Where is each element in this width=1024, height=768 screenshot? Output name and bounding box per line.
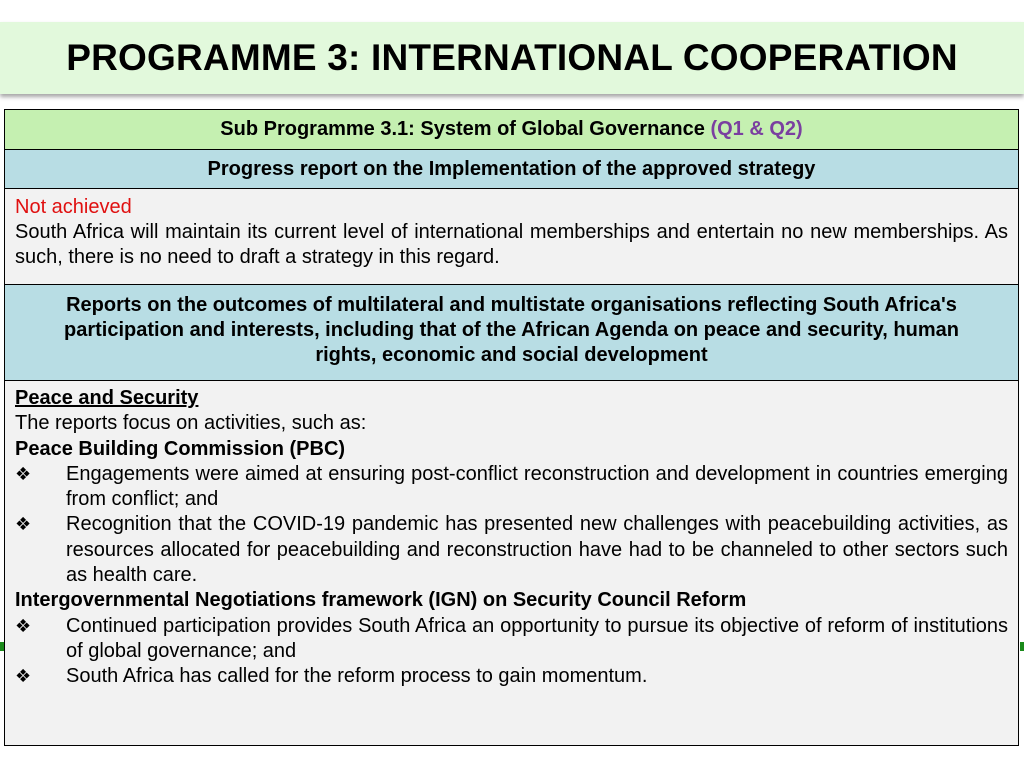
diamond-bullet-icon: ❖ (15, 463, 32, 484)
diamond-bullet-icon: ❖ (15, 666, 32, 687)
diamond-bullet-icon: ❖ (15, 514, 32, 535)
list-item (15, 614, 1008, 665)
sub-programme-row (5, 110, 1018, 150)
bullet-text: Continued participation provides South Africa an opportunity to pursue its objective of reform of institutions of global governance; and (66, 614, 1008, 662)
right-green-mark (1020, 642, 1024, 651)
list-item (15, 664, 1008, 689)
bullet-text: Recognition that the COVID-19 pandemic has presented new challenges with peacebuilding activities, as resources allocated for peacebuilding and reconstruction have had to be channeled to other sectors such as health care. (66, 513, 1008, 587)
sub-programme-label: Sub Programme 3.1: System of Global Governance (220, 118, 705, 140)
body-row (5, 381, 1018, 690)
intro-text: The reports focus on activities, such as: (15, 412, 367, 435)
sub-programme-quarters: (Q1 & Q2) (710, 118, 803, 140)
reports-header-row (5, 285, 1018, 381)
bullet-text: South Africa has called for the reform process to gain momentum. (66, 665, 648, 688)
status-label: Not achieved (15, 196, 132, 218)
status-row (5, 189, 1018, 285)
section-title: Peace and Security (15, 387, 199, 409)
progress-header: Progress report on the Implementation of the approved strategy (207, 157, 816, 180)
pbc-heading: Peace Building Commission (PBC) (15, 437, 346, 460)
progress-header-row (5, 150, 1018, 189)
list-item (15, 462, 1008, 513)
reports-header: Reports on the outcomes of multilateral and multistate organisations reflecting South Africa's participation and interests, including that of the African Agenda on peace and security, human rights, economic and social development (64, 294, 959, 366)
diamond-bullet-icon: ❖ (15, 615, 32, 636)
title-banner (0, 22, 1024, 94)
programme-table (4, 109, 1019, 746)
list-item (15, 512, 1008, 588)
ign-heading: Intergovernmental Negotiations framework (IGN) on Security Council Reform (15, 589, 747, 612)
page-title: PROGRAMME 3: INTERNATIONAL COOPERATION (66, 37, 958, 78)
bullet-text: Engagements were aimed at ensuring post-conflict reconstruction and development in countries emerging from conflict; and (66, 462, 1008, 511)
status-text: South Africa will maintain its current level of international memberships and entertain no new memberships. As such, there is no need to draft a strategy in this regard. (15, 221, 1008, 268)
